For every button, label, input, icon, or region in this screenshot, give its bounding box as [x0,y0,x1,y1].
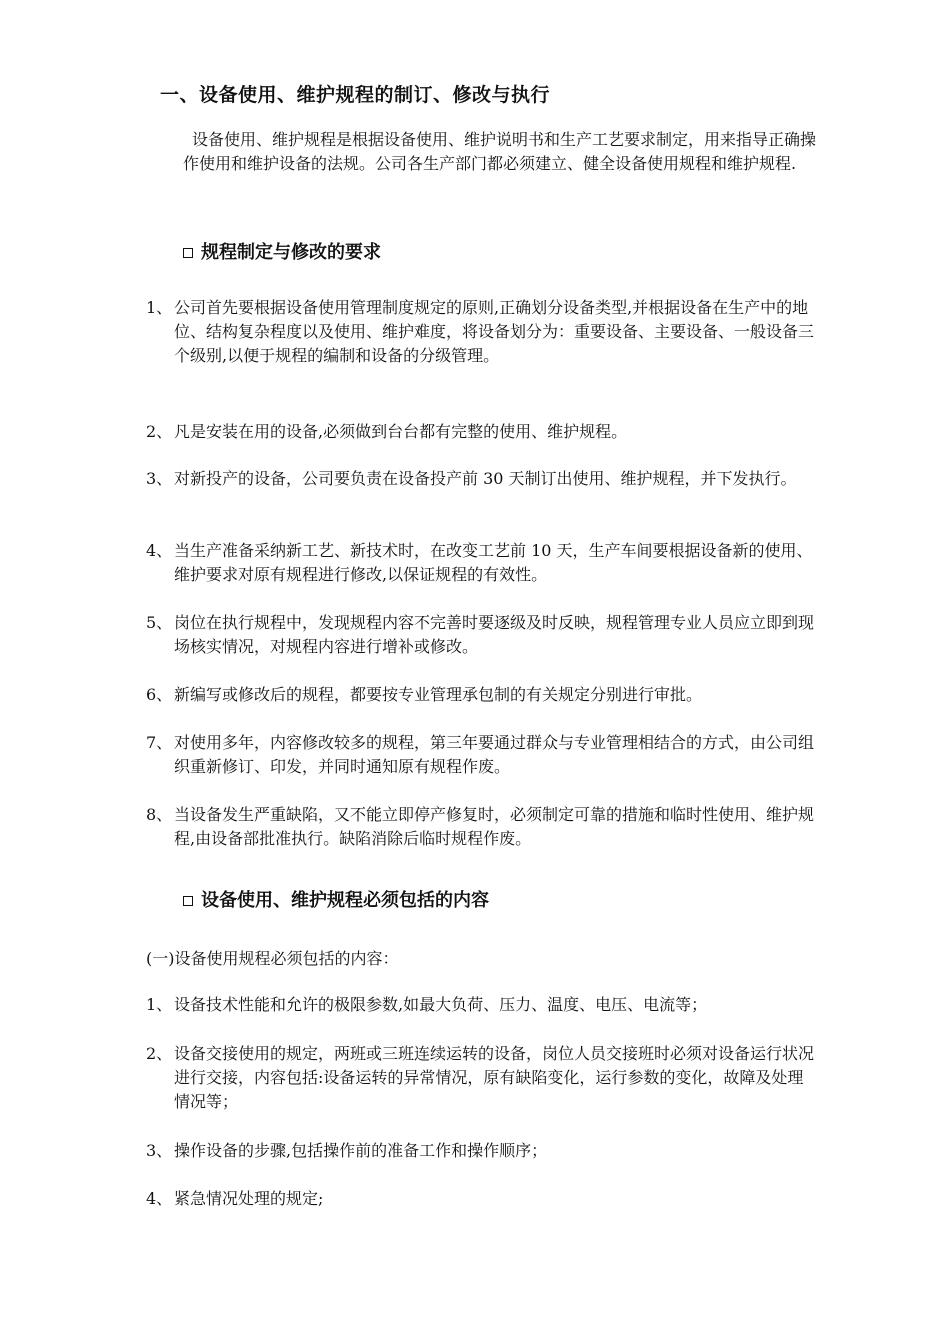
list-item [146,993,818,1017]
list-number: 6、 [146,685,173,704]
list-item [146,539,818,587]
list-text: 紧急情况处理的规定; [174,1189,324,1208]
list-item [146,683,818,707]
list-item [146,1187,818,1211]
list-text: 对新投产的设备，公司要负责在设备投产前 30 天制订出使用、维护规程，并下发执行。 [174,469,797,488]
list-text: 对使用多年，内容修改较多的规程，第三年要通过群众与专业管理相结合的方式，由公司组织重新修订、印发，并同时通知原有规程作废。 [174,733,815,776]
list-text: 岗位在执行规程中，发现规程内容不完善时要逐级及时反映，规程管理专业人员应立即到现场核实情况，对规程内容进行增补或修改。 [174,613,815,656]
list-number: 4、 [146,1189,173,1208]
list-item [146,1042,818,1114]
list-number: 5、 [146,613,173,632]
checkbox-bullet-icon [183,248,193,258]
list-item [146,296,818,368]
list-item [146,803,818,851]
list-number: 7、 [146,733,173,752]
subsection-title: 规程制定与修改的要求 [201,242,381,263]
list-number: 3、 [146,469,173,488]
list-item [146,611,818,659]
list-text: 设备交接使用的规定，两班或三班连续运转的设备，岗位人员交接班时必须对设备运行状况进行交接，内容包括:设备运转的异常情况，原有缺陷变化，运行参数的变化，故障及处理情况等； [174,1044,815,1111]
list-text: 当设备发生严重缺陷，又不能立即停产修复时，必须制定可靠的措施和临时性使用、维护规程,由设备部批准执行。缺陷消除后临时规程作废。 [174,805,815,848]
list-item [146,1139,818,1163]
list-number: 8、 [146,805,173,824]
list-number: 4、 [146,541,173,560]
list-text: 操作设备的步骤,包括操作前的准备工作和操作顺序； [174,1141,548,1160]
checkbox-bullet-icon [183,896,193,906]
list-number: 3、 [146,1141,173,1160]
list-number: 2、 [146,1044,173,1063]
subsection-heading-contents [183,886,489,912]
sub-heading: (一)设备使用规程必须包括的内容： [146,949,399,968]
list-item [146,467,818,491]
section-heading: 一、设备使用、维护规程的制订、修改与执行 [160,84,551,106]
list-item [146,420,818,444]
list-text: 当生产准备采纳新工艺、新技术时，在改变工艺前 10 天，生产车间要根据设备新的使用、维护要求对原有规程进行修改,以保证规程的有效性。 [174,541,813,584]
list-number: 2、 [146,422,173,441]
list-number: 1、 [146,298,173,317]
list-number: 1、 [146,995,173,1014]
list-text: 凡是安装在用的设备,必须做到台台都有完整的使用、维护规程。 [174,422,628,441]
subsection-title: 设备使用、维护规程必须包括的内容 [201,890,489,911]
list-text: 设备技术性能和允许的极限参数,如最大负荷、压力、温度、电压、电流等； [174,995,708,1014]
list-text: 公司首先要根据设备使用管理制度规定的原则,正确划分设备类型,并根据设备在生产中的地位、结构复杂程度以及使用、维护难度，将设备划分为：重要设备、主要设备、一般设备三个级别,以便于规程的编制和设备的分级管理。 [174,298,815,365]
list-item [146,731,818,779]
subsection-heading-requirements [183,238,381,264]
intro-paragraph: 设备使用、维护规程是根据设备使用、维护说明书和生产工艺要求制定，用来指导正确操作使用和维护设备的法规。公司各生产部门都必须建立、健全设备使用规程和维护规程. [183,130,817,173]
list-text: 新编写或修改后的规程，都要按专业管理承包制的有关规定分别进行审批。 [174,685,703,704]
